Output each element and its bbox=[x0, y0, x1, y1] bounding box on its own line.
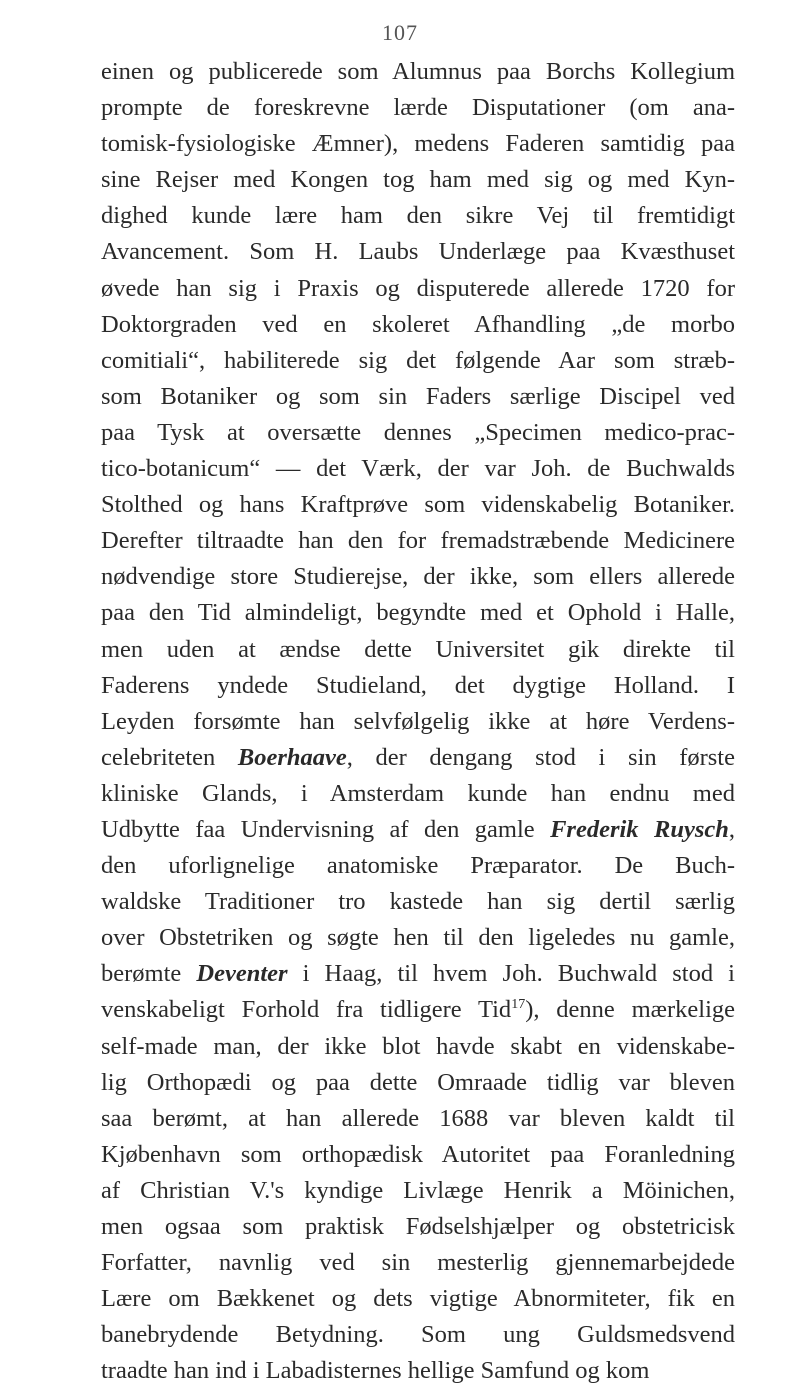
text-line: lig Orthopædi og paa dette Omraade tidlig var bleven bbox=[101, 1068, 735, 1096]
text-line: Leyden forsømte han selvfølgelig ikke at høre Verdens- bbox=[101, 707, 735, 735]
text-line: den uforlignelige anatomiske Præparator. De Buch- bbox=[101, 852, 735, 880]
body-text bbox=[101, 54, 735, 1389]
text-fragment: venskabeligt Forhold fra tidligere Tid bbox=[101, 996, 512, 1024]
text-line bbox=[101, 956, 735, 992]
text-fragment: celebriteten bbox=[101, 743, 238, 771]
text-fragment: berømte bbox=[101, 960, 197, 988]
name-deventer: Deventer bbox=[196, 960, 288, 988]
text-line: kliniske Glands, i Amsterdam kunde han endnu med bbox=[101, 779, 735, 807]
text-fragment: ), denne mærkelige bbox=[525, 996, 735, 1024]
text-line: Derefter tiltraadte han den for fremadstræbende Medicinere bbox=[101, 527, 735, 555]
text-line: paa Tysk at oversætte dennes „Specimen medico-prac- bbox=[101, 418, 735, 446]
text-line: self-made man, der ikke blot havde skabt en videnskabe- bbox=[101, 1032, 735, 1060]
footnote-marker: 17 bbox=[511, 997, 526, 1013]
text-line bbox=[101, 740, 735, 776]
text-line: tomisk-fysiologiske Æmner), medens Faderen samtidig paa bbox=[101, 130, 735, 158]
text-line: Doktorgraden ved en skoleret Afhandling „de morbo bbox=[101, 310, 735, 338]
text-line: sine Rejser med Kongen tog ham med sig og med Kyn- bbox=[101, 166, 735, 194]
text-line: paa den Tid almindeligt, begyndte med et Ophold i Halle, bbox=[101, 599, 735, 627]
text-line: Faderens yndede Studieland, det dygtige Holland. I bbox=[101, 671, 735, 699]
text-line: Kjøbenhavn som orthopædisk Autoritet paa Foranledning bbox=[101, 1140, 735, 1168]
text-line bbox=[101, 812, 735, 848]
text-line: tico-botanicum“ — det Værk, der var Joh. de Buchwalds bbox=[101, 455, 735, 483]
name-boerhaave: Boerhaave bbox=[237, 743, 347, 771]
text-line: Stolthed og hans Kraftprøve som videnskabelig Botaniker. bbox=[101, 491, 735, 519]
name-ruysch: Frederik Ruysch bbox=[550, 815, 729, 843]
text-fragment: Udbytte faa Undervisning af den gamle bbox=[101, 815, 551, 843]
text-line: waldske Traditioner tro kastede han sig dertil særlig bbox=[101, 888, 735, 916]
text-fragment: , der dengang stod i sin første bbox=[346, 743, 735, 771]
text-fragment: i Haag, til hvem Joh. Buchwald stod i bbox=[287, 960, 735, 988]
text-line: Avancement. Som H. Laubs Underlæge paa Kvæsthuset bbox=[101, 238, 735, 266]
text-line: saa berømt, at han allerede 1688 var bleven kaldt til bbox=[101, 1104, 735, 1132]
text-line: men ogsaa som praktisk Fødselshjælper og obstetricisk bbox=[101, 1213, 735, 1240]
text-line: nødvendige store Studierejse, der ikke, som ellers allerede bbox=[101, 563, 735, 591]
text-line bbox=[101, 992, 735, 1028]
text-line: dighed kunde lære ham den sikre Vej til fremtidigt bbox=[101, 202, 735, 230]
text-line: af Christian V.'s kyndige Livlæge Henrik a Möinichen, bbox=[101, 1176, 735, 1204]
text-fragment: , bbox=[728, 815, 735, 843]
text-line: som Botaniker og som sin Faders særlige Discipel ved bbox=[101, 382, 735, 410]
text-line: over Obstetriken og søgte hen til den ligeledes nu gamle, bbox=[101, 924, 735, 952]
text-line: banebrydende Betydning. Som ung Guldsmedsvend bbox=[101, 1321, 735, 1349]
text-line: comitiali“, habiliterede sig det følgende Aar som stræb- bbox=[101, 346, 735, 374]
text-line: øvede han sig i Praxis og disputerede allerede 1720 for bbox=[101, 274, 735, 302]
text-line: men uden at ændse dette Universitet gik direkte til bbox=[101, 635, 735, 663]
text-line: traadte han ind i Labadisternes hellige Samfund og kom bbox=[101, 1357, 650, 1385]
text-line: Forfatter, navnlig ved sin mesterlig gjennemarbejdede bbox=[101, 1249, 735, 1277]
page-number: 107 bbox=[382, 20, 418, 45]
text-line: einen og publicerede som Alumnus paa Borchs Kollegium bbox=[101, 58, 735, 85]
text-line: Lære om Bækkenet og dets vigtige Abnormiteter, fik en bbox=[101, 1285, 735, 1313]
text-line: prompte de foreskrevne lærde Disputationer (om ana- bbox=[101, 94, 735, 122]
